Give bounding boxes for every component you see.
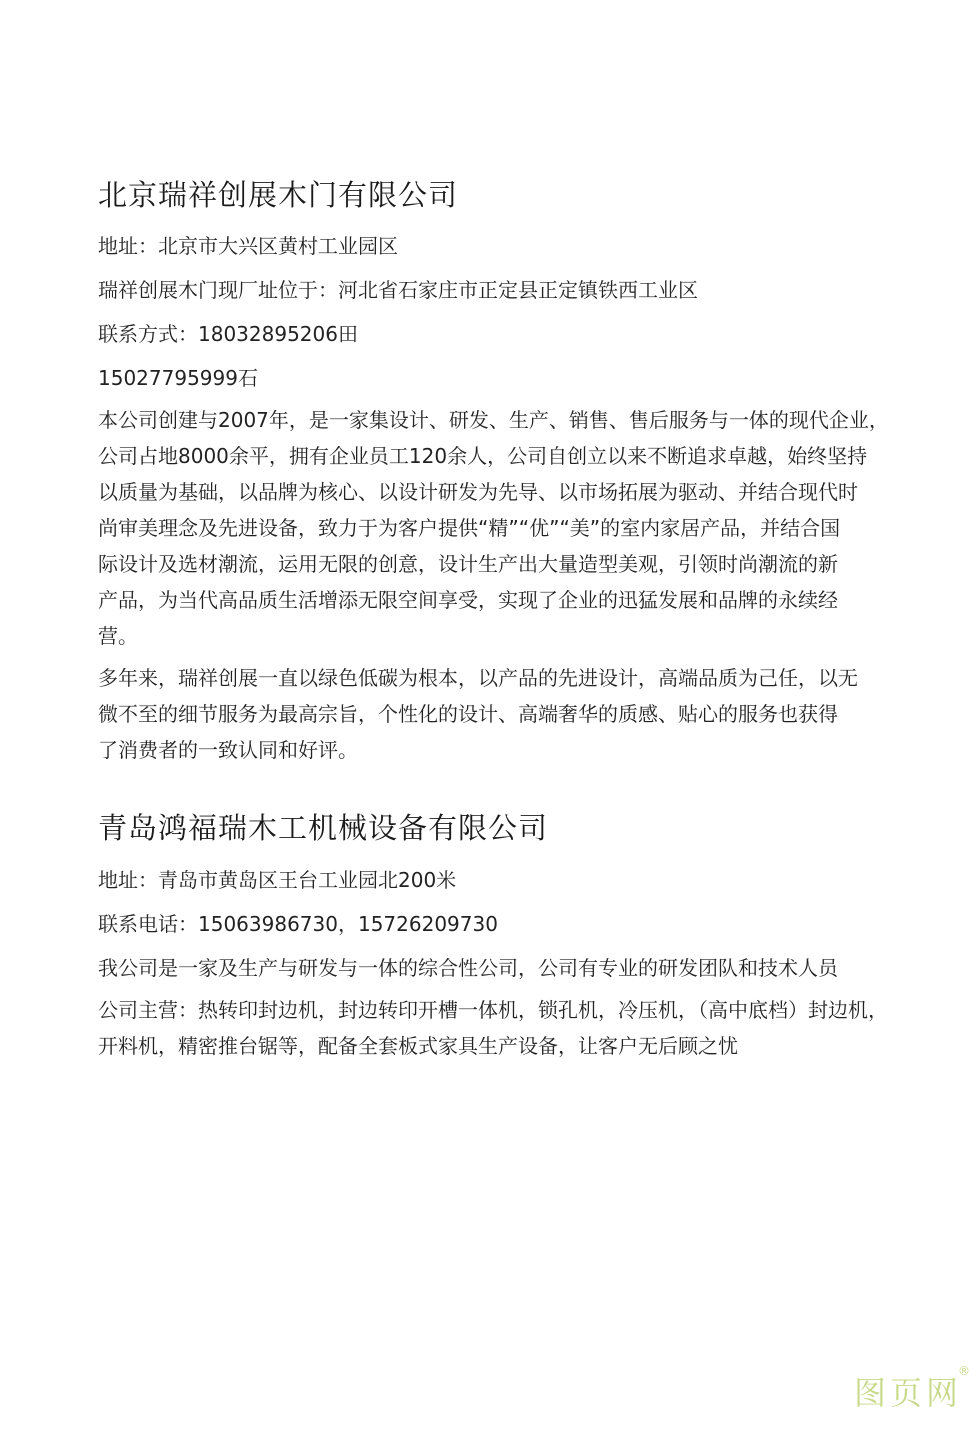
company2-address-text: 地址：青岛市黄岛区王台工业园北200米 <box>98 868 457 892</box>
business-line: 公司主营：热转印封边机，封边转印开槽一体机，锁孔机，冷压机，（高中底档）封边机， <box>98 998 888 1022</box>
company1-address-text: 地址：北京市大兴区黄村工业园区 <box>98 234 398 258</box>
company1-philosophy-paragraph <box>98 660 918 768</box>
intro-line: 产品，为当代高品质生活增添无限空间享受，实现了企业的迅猛发展和品牌的永续经 <box>98 588 838 612</box>
intro-line: 营。 <box>98 624 138 648</box>
company1-title: 北京瑞祥创展木门有限公司 <box>98 178 459 212</box>
intro-line: 公司占地8000余平，拥有企业员工120余人，公司自创立以来不断追求卓越，始终坚持 <box>98 444 868 468</box>
philosophy-line: 多年来，瑞祥创展一直以绿色低碳为根本，以产品的先进设计，高端品质为己任，以无 <box>98 666 858 690</box>
intro-line: 际设计及选材潮流，运用无限的创意，设计生产出大量造型美观，引领时尚潮流的新 <box>98 552 838 576</box>
company1-address <box>98 232 918 260</box>
company1-contact-text: 联系方式：18032895206田 <box>98 322 358 346</box>
company2-intro-text: 我公司是一家及生产与研发与一体的综合性公司，公司有专业的研发团队和技术人员 <box>98 956 838 980</box>
company2-business <box>98 992 918 1064</box>
company2-intro <box>98 954 918 982</box>
intro-line: 尚审美理念及先进设备，致力于为客户提供“精”“优”“美”的室内家居产品，并结合国 <box>98 516 841 540</box>
company2-title: 青岛鸿福瑞木工机械设备有限公司 <box>98 811 549 845</box>
company1-factory <box>98 276 918 304</box>
company1-intro-paragraph <box>98 402 918 654</box>
company2-business-paragraph <box>98 992 918 1064</box>
company2-phone <box>98 910 918 938</box>
watermark-logo <box>853 1364 970 1413</box>
company2-phone-text: 联系电话：15063986730，15726209730 <box>98 912 498 936</box>
company2-address <box>98 866 918 894</box>
company1-contact2-text: 15027795999石 <box>98 366 258 390</box>
company1-factory-text: 瑞祥创展木门现厂址位于：河北省石家庄市正定县正定镇铁西工业区 <box>98 278 698 302</box>
company1-intro <box>98 402 918 654</box>
business-line: 开料机，精密推台锯等，配备全套板式家具生产设备，让客户无后顾之忧 <box>98 1034 738 1058</box>
company1-contact2 <box>98 364 918 392</box>
company1-contact <box>98 320 918 348</box>
philosophy-line: 了消费者的一致认同和好评。 <box>98 738 358 762</box>
watermark-text: 图页网 <box>853 1374 962 1412</box>
registered-mark: ® <box>958 1364 970 1378</box>
company1-section <box>98 175 918 215</box>
intro-line: 本公司创建与2007年，是一家集设计、研发、生产、销售、售后服务与一体的现代企业， <box>98 408 889 432</box>
philosophy-line: 微不至的细节服务为最高宗旨，个性化的设计、高端奢华的质感、贴心的服务也获得 <box>98 702 838 726</box>
intro-line: 以质量为基础，以品牌为核心、以设计研发为先导、以市场拓展为驱动、并结合现代时 <box>98 480 858 504</box>
company1-philosophy <box>98 660 918 768</box>
company2-section <box>98 808 918 848</box>
